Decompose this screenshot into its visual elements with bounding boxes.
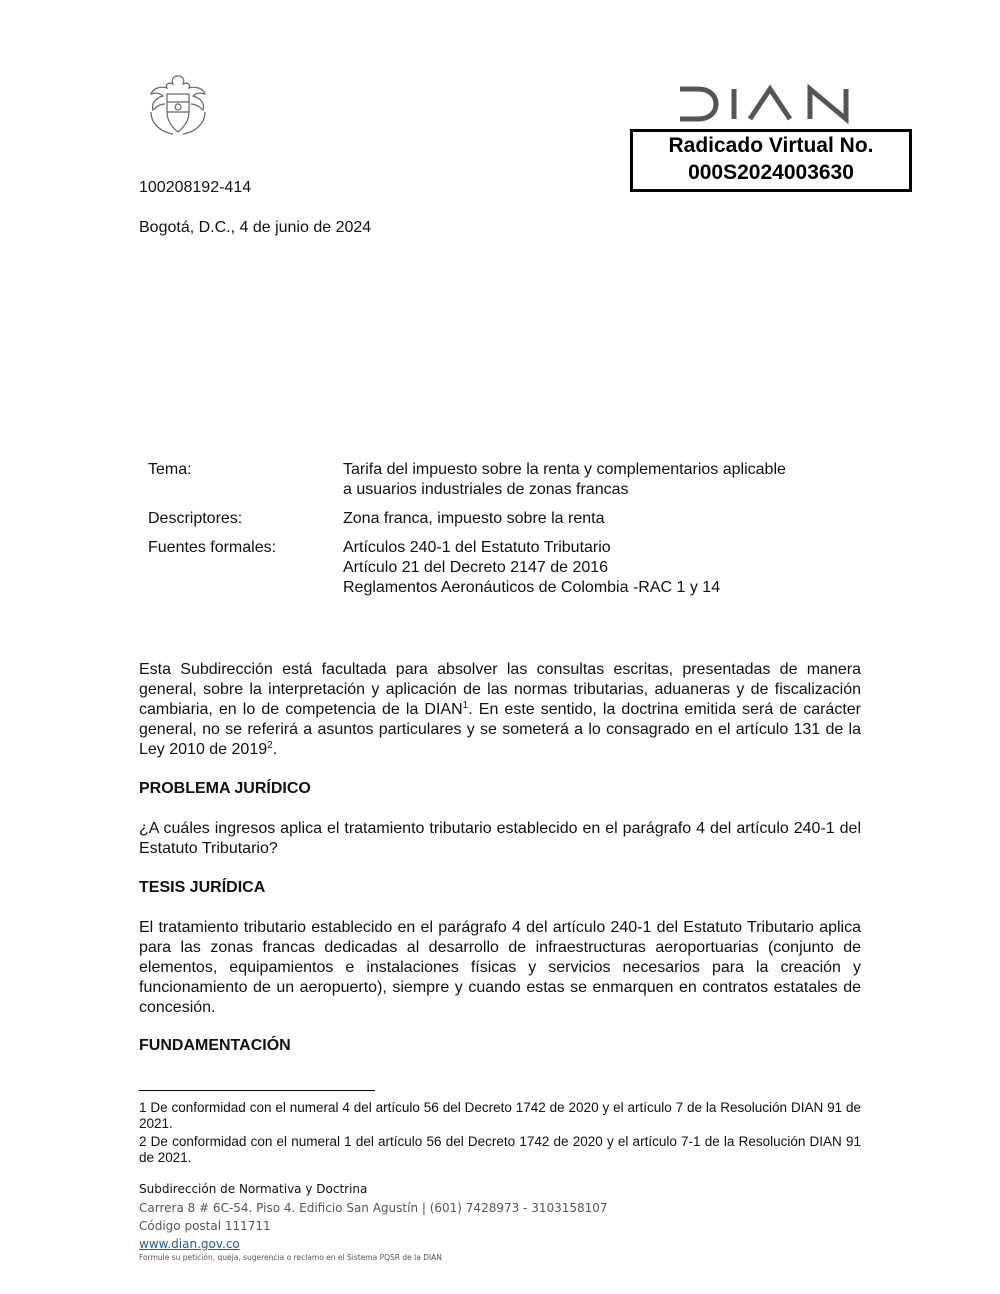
- footer-address: Carrera 8 # 6C-54. Piso 4. Edificio San Agustín | (601) 7428973 - 3103158107: [139, 1201, 608, 1215]
- coat-of-arms-seal: [143, 72, 213, 138]
- radicado-label: Radicado Virtual No.: [668, 134, 874, 157]
- tema-value: [343, 460, 843, 500]
- radicado-number: 000S2024003630: [688, 161, 854, 184]
- intro-text: . En este sentido, la doctrina emitida será de carácter general, no se referirá a asuntos particulares y se someterá a lo consagrado en el artículo 131 de la Ley 2010 de 2019: [139, 701, 861, 758]
- date-line: Bogotá, D.C., 4 de junio de 2024: [139, 219, 372, 236]
- problema-heading: PROBLEMA JURÍDICO: [139, 780, 311, 797]
- fuentes-line: Reglamentos Aeronáuticos de Colombia -RAC 1 y 14: [343, 579, 721, 596]
- intro-text: Esta Subdirección está facultada para absolver las consultas escritas, presentadas de manera general, sobre la interpretación y aplicación de las normas tributarias, aduaneras y de fiscalización cambiaria, en lo de competencia de la DIAN: [139, 661, 861, 718]
- footnote-1: 1 De conformidad con el numeral 4 del artículo 56 del Decreto 1742 de 2020 y el artículo 7 de la Resolución DIAN 91 de 2021.: [139, 1100, 861, 1131]
- footer-postal: Código postal 111711: [139, 1219, 271, 1233]
- footnote-ref-1[interactable]: 1: [462, 700, 469, 711]
- tesis-text: El tratamiento tributario establecido en el parágrafo 4 del artículo 240-1 del Estatuto Tributario aplica para las zonas francas dedicadas al desarrollo de infraestructuras aeroportuarias (conjunto de elementos, equipamientos e instalaciones físicas y servicios necesarios para la creación y funcionamiento de un aeropuerto), siempre y cuando estas se enmarquen en contratos estatales de concesión.: [139, 919, 861, 1016]
- tema-line: a usuarios industriales de zonas francas: [343, 481, 629, 498]
- intro-paragraph: [139, 660, 861, 760]
- dian-logo: [676, 84, 860, 124]
- reference-number: 100208192-414: [139, 179, 252, 196]
- footer-office: Subdirección de Normativa y Doctrina: [139, 1182, 368, 1196]
- footer-website-link[interactable]: www.dian.gov.co: [139, 1237, 240, 1251]
- radicado-box: [630, 129, 912, 192]
- descriptores-value: Zona franca, impuesto sobre la renta: [343, 510, 605, 527]
- fuentes-line: Artículos 240-1 del Estatuto Tributario: [343, 539, 611, 556]
- page-footer: [139, 1181, 608, 1263]
- fuentes-value: [343, 538, 843, 598]
- footer-pqsr-note: Formule su petición, queja, sugerencia o reclamo en el Sistema PQSR de la DIAN: [139, 1253, 442, 1262]
- tema-line: Tarifa del impuesto sobre la renta y complementarios aplicable: [343, 461, 786, 478]
- problema-text: ¿A cuáles ingresos aplica el tratamiento tributario establecido en el parágrafo 4 del artículo 240-1 del Estatuto Tributario?: [139, 820, 861, 857]
- descriptores-label: Descriptores:: [148, 510, 243, 527]
- fuentes-label: Fuentes formales:: [148, 539, 277, 556]
- fuentes-line: Artículo 21 del Decreto 2147 de 2016: [343, 559, 609, 576]
- intro-text: .: [272, 741, 278, 758]
- tema-label: Tema:: [148, 461, 192, 478]
- fundamentacion-heading: FUNDAMENTACIÓN: [139, 1037, 291, 1054]
- footnote-ref-2[interactable]: 2: [267, 740, 273, 751]
- footnote-divider: [139, 1090, 375, 1091]
- footnote-2: 2 De conformidad con el numeral 1 del artículo 56 del Decreto 1742 de 2020 y el artículo 7-1 de la Resolución DIAN 91 de 2021.: [139, 1134, 861, 1165]
- tesis-heading: TESIS JURÍDICA: [139, 879, 266, 896]
